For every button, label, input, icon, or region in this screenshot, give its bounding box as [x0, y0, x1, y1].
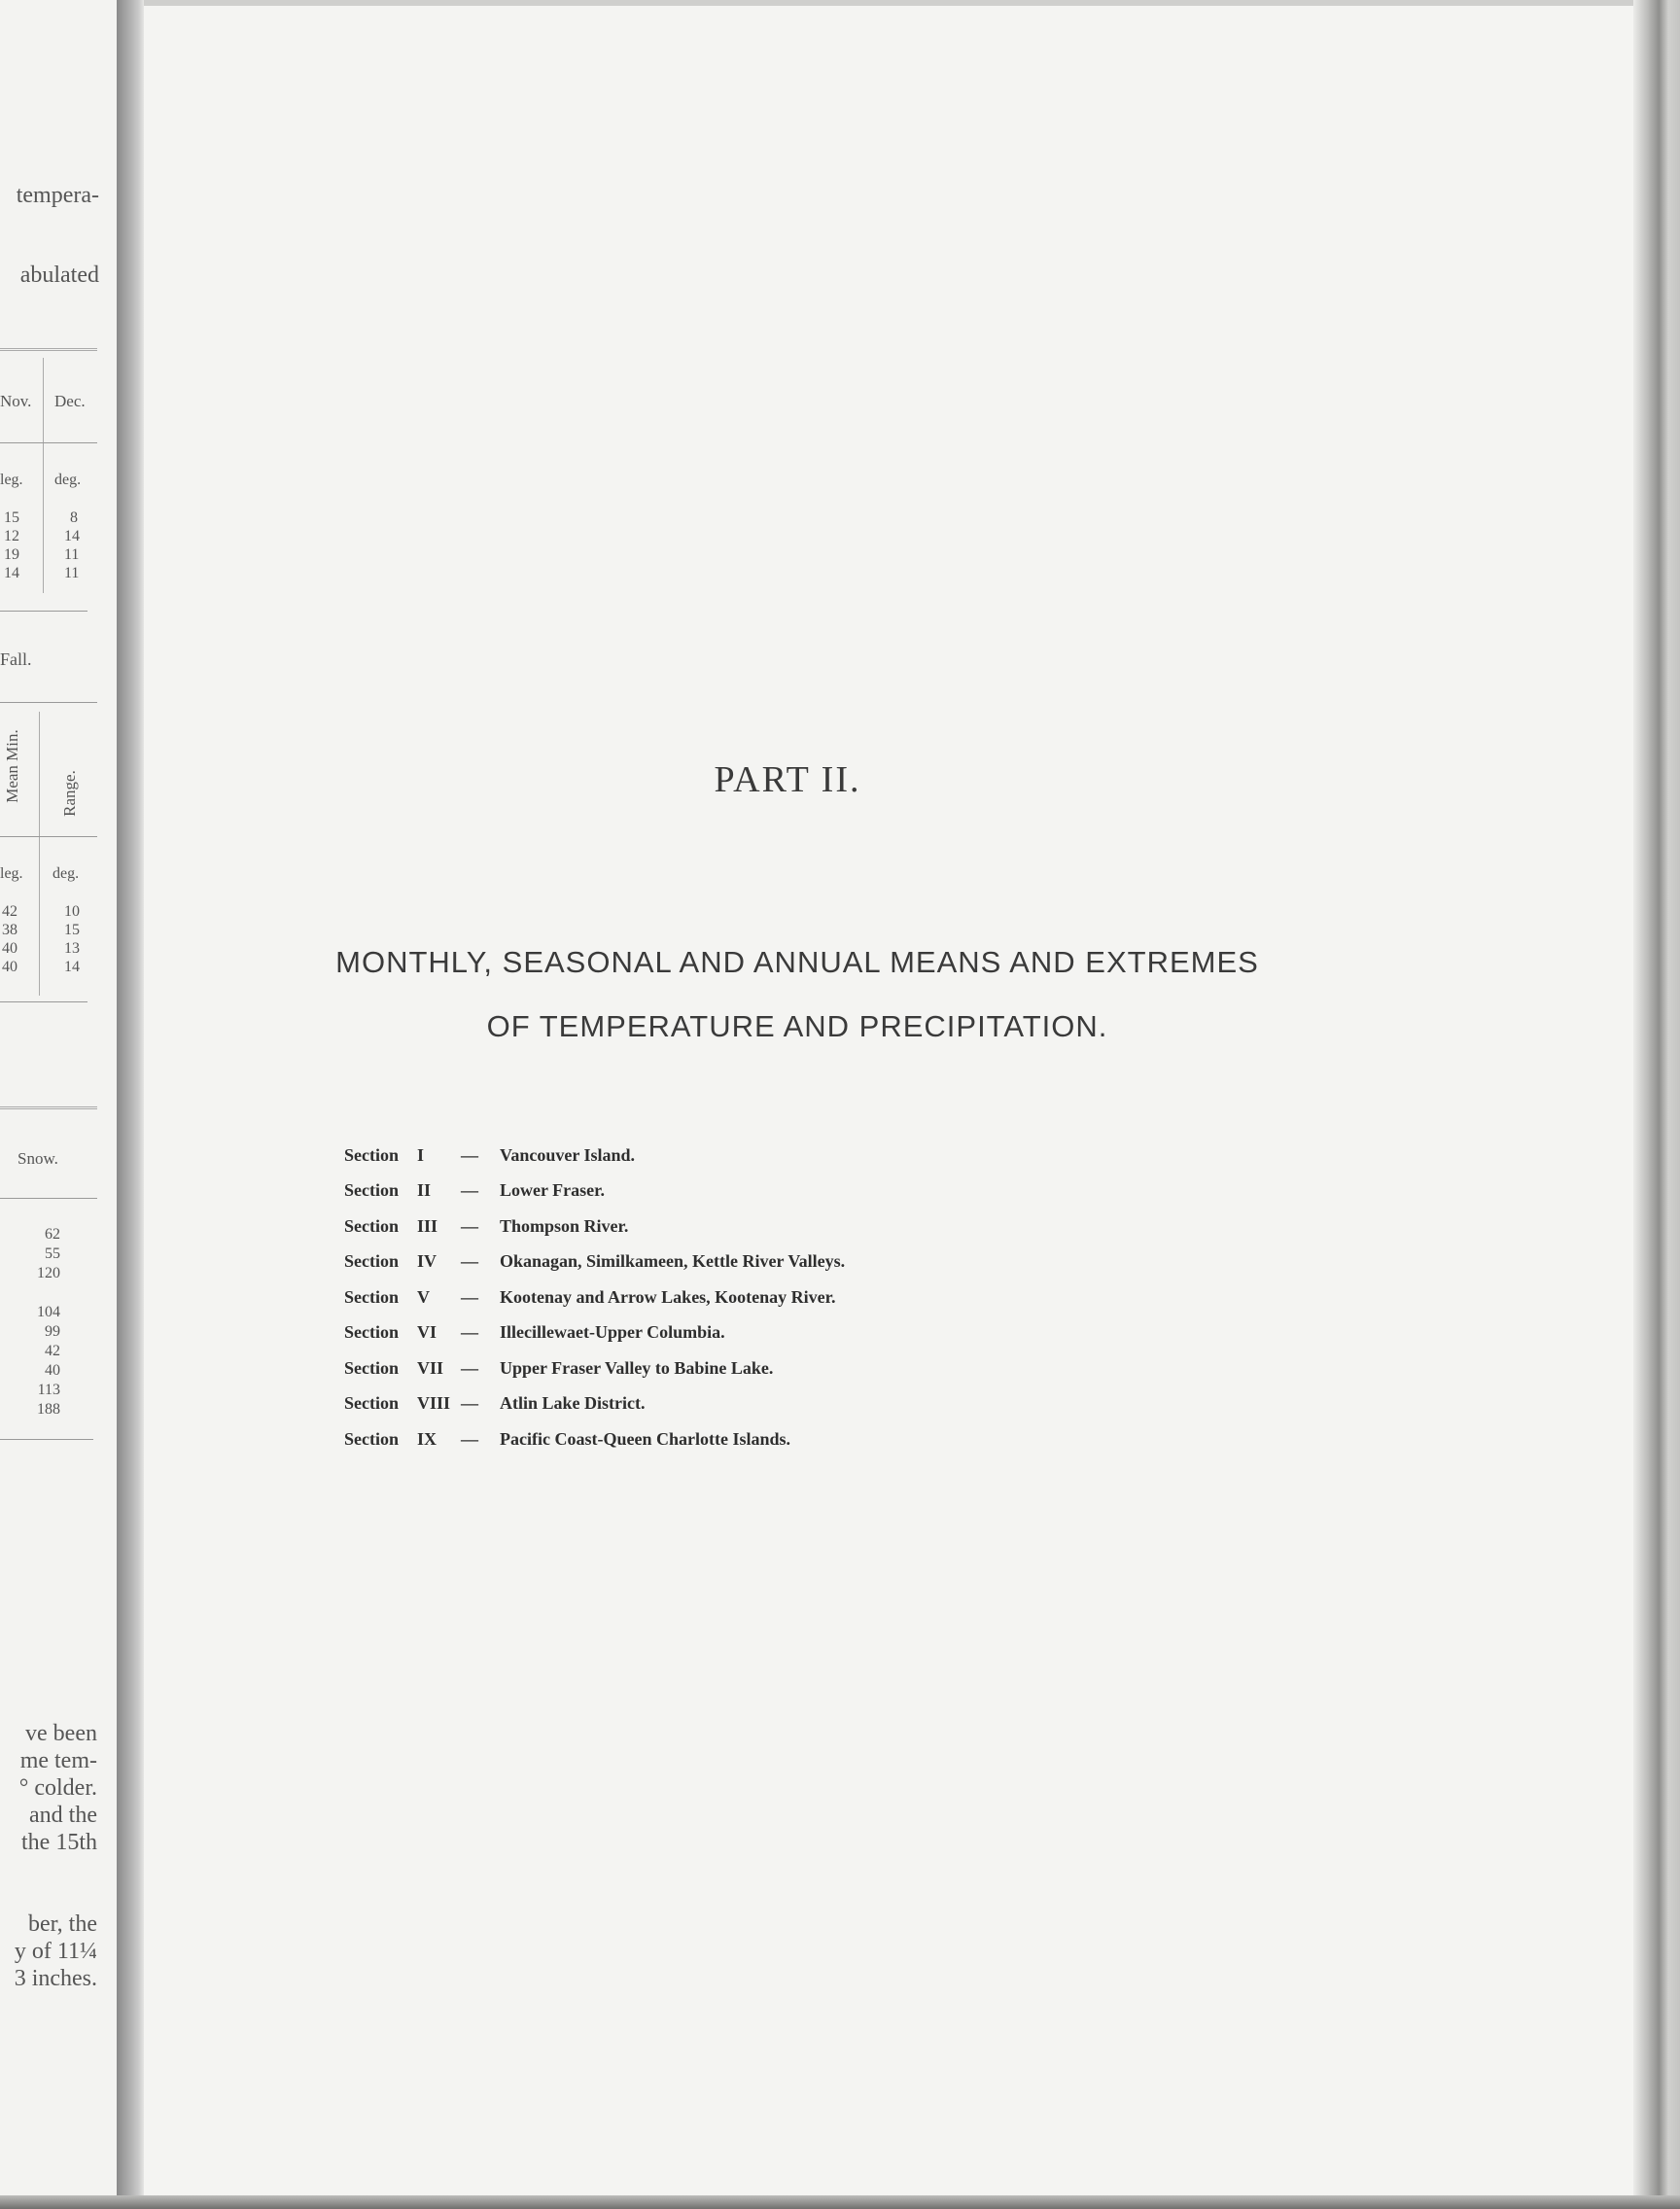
- section-word: Section: [344, 1251, 399, 1272]
- table-cell: 120: [37, 1265, 60, 1281]
- table-header: Range.: [60, 770, 79, 817]
- table-header: Mean Min.: [3, 729, 21, 803]
- table-rule: [0, 1198, 97, 1199]
- facing-text-line: and the: [29, 1803, 97, 1828]
- section-word: Section: [344, 1393, 399, 1414]
- section-number: V: [417, 1286, 430, 1307]
- subtitle-line-1: MONTHLY, SEASONAL AND ANNUAL MEANS AND EXTREMES: [335, 945, 1259, 979]
- section-name: Thompson River.: [500, 1215, 629, 1236]
- table-cell: 99: [45, 1323, 60, 1340]
- section-dash: —: [461, 1251, 478, 1272]
- facing-text-line: ° colder.: [18, 1775, 97, 1801]
- facing-text-line: tempera-: [16, 183, 99, 208]
- section-label: Fall.: [0, 649, 32, 669]
- section-row: [344, 1280, 845, 1315]
- section-dash: —: [461, 1144, 478, 1165]
- table-cell: 40: [2, 959, 18, 975]
- section-name: Pacific Coast-Queen Charlotte Islands.: [500, 1428, 790, 1449]
- table-cell: 188: [37, 1401, 60, 1418]
- facing-page-fragment: [0, 0, 117, 2209]
- section-word: Section: [344, 1428, 399, 1449]
- section-name: Lower Fraser.: [500, 1180, 605, 1201]
- table-cell: 113: [37, 1382, 60, 1398]
- section-number: III: [417, 1215, 438, 1236]
- table-unit: deg.: [52, 865, 80, 882]
- facing-text-line: ve been: [25, 1721, 97, 1746]
- facing-text-line: y of 11¼: [14, 1939, 97, 1964]
- section-row: [344, 1315, 845, 1351]
- table-cell: 12: [4, 528, 19, 544]
- table-cell: 14: [64, 959, 80, 975]
- table-cell: 13: [64, 940, 80, 957]
- table-rule: [0, 1106, 97, 1109]
- part-title: PART II.: [714, 759, 861, 800]
- section-word: Section: [344, 1357, 399, 1378]
- table-header: Dec.: [54, 392, 86, 410]
- table-cell: 11: [64, 565, 80, 581]
- section-dash: —: [461, 1357, 478, 1378]
- table-cell: 8: [70, 509, 78, 526]
- table-cell: 19: [4, 546, 19, 563]
- section-row: [344, 1386, 845, 1422]
- section-number: I: [417, 1144, 425, 1165]
- section-number: VIII: [417, 1393, 451, 1414]
- table-rule: [0, 702, 97, 703]
- table-cell: 62: [45, 1226, 60, 1243]
- section-name: Illecillewaet-Upper Columbia.: [500, 1322, 725, 1343]
- section-name: Okanagan, Similkameen, Kettle River Valleys.: [500, 1251, 846, 1272]
- subtitle-line-2: OF TEMPERATURE AND PRECIPITATION.: [486, 1009, 1108, 1043]
- section-dash: —: [461, 1215, 478, 1236]
- facing-text-line: 3 inches.: [14, 1966, 97, 1991]
- section-name: Kootenay and Arrow Lakes, Kootenay River.: [500, 1286, 836, 1307]
- section-word: Section: [344, 1180, 399, 1201]
- table-rule: [0, 1001, 88, 1002]
- table-cell: 15: [64, 922, 80, 938]
- table-rule: [0, 348, 97, 351]
- section-word: Section: [344, 1286, 399, 1307]
- table-cell: 10: [64, 903, 80, 920]
- table-cell: 104: [37, 1304, 60, 1320]
- table-cell: 55: [45, 1245, 60, 1262]
- table-unit: deg.: [54, 472, 82, 488]
- section-list: [344, 1138, 845, 1457]
- section-dash: —: [461, 1180, 478, 1201]
- table-cell: 38: [2, 922, 18, 938]
- section-row: [344, 1209, 845, 1245]
- section-dash: —: [461, 1393, 478, 1414]
- section-dash: —: [461, 1286, 478, 1307]
- section-name: Atlin Lake District.: [500, 1393, 646, 1414]
- table-cell: 40: [45, 1362, 60, 1379]
- table-cell: 40: [2, 940, 18, 957]
- table-unit: leg.: [0, 472, 23, 488]
- section-row: [344, 1174, 845, 1210]
- section-word: Section: [344, 1215, 399, 1236]
- facing-text-line: the 15th: [21, 1830, 97, 1855]
- section-row: [344, 1138, 845, 1174]
- table-cell: 14: [64, 528, 80, 544]
- table-cell: 42: [2, 903, 18, 920]
- page-top-edge: [0, 0, 1680, 6]
- facing-text-line: me tem-: [19, 1748, 97, 1773]
- table-rule: [0, 836, 97, 837]
- table-column-rule: [43, 358, 44, 593]
- table-cell: 15: [4, 509, 19, 526]
- section-number: VI: [417, 1322, 438, 1343]
- section-name: Upper Fraser Valley to Babine Lake.: [500, 1357, 774, 1378]
- page-edge: [1633, 0, 1680, 2209]
- table-cell: 11: [64, 546, 80, 563]
- table-rule: [0, 1439, 93, 1440]
- section-number: II: [417, 1180, 432, 1201]
- table-rule: [0, 442, 97, 443]
- section-dash: —: [461, 1322, 478, 1343]
- table-cell: 14: [4, 565, 19, 581]
- section-row: [344, 1245, 845, 1280]
- section-number: IV: [417, 1251, 438, 1272]
- table-header: Snow.: [18, 1149, 58, 1168]
- section-name: Vancouver Island.: [500, 1144, 636, 1165]
- page-bottom-edge: [0, 2195, 1680, 2209]
- facing-text-line: abulated: [19, 263, 99, 288]
- section-number: VII: [417, 1357, 444, 1378]
- section-word: Section: [344, 1322, 399, 1343]
- section-row: [344, 1421, 845, 1457]
- section-row: [344, 1350, 845, 1386]
- section-number: IX: [417, 1428, 438, 1449]
- table-rule: [0, 611, 88, 612]
- section-word: Section: [344, 1144, 399, 1165]
- book-gutter: [117, 0, 144, 2209]
- section-dash: —: [461, 1428, 478, 1449]
- facing-text-line: ber, the: [27, 1911, 97, 1937]
- table-unit: leg.: [0, 865, 23, 882]
- table-cell: 42: [45, 1343, 60, 1359]
- table-header: Nov.: [0, 392, 32, 410]
